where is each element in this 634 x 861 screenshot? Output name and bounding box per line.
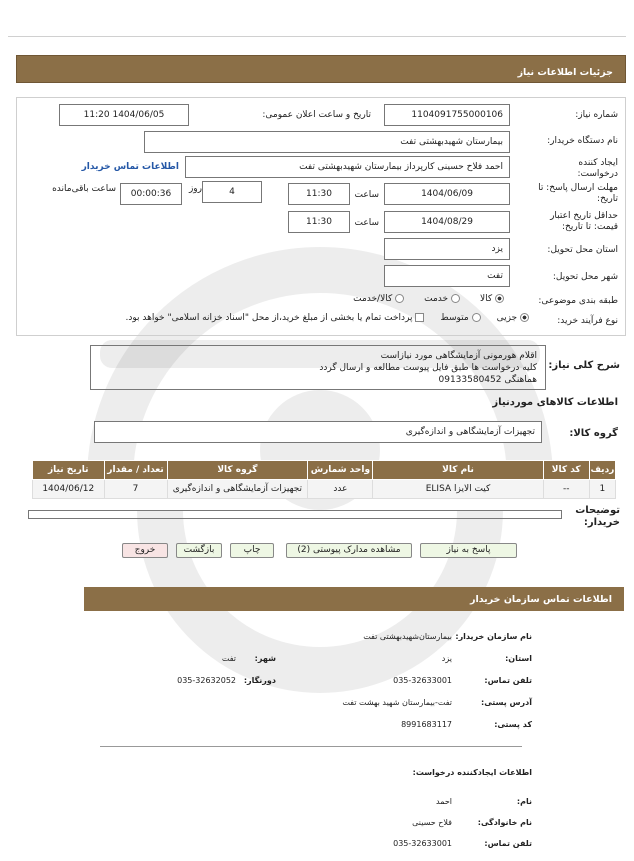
process-option-minor[interactable]: جزیی <box>497 313 529 323</box>
remaining-time-field: 00:00:36 <box>120 183 182 205</box>
radio-icon <box>472 313 481 322</box>
contact-org-label: نام سازمان خریدار: <box>455 632 532 641</box>
column-header: واحد شمارش <box>308 461 373 480</box>
table-row <box>33 480 616 499</box>
buyer-notes-label: توضیحات خریدار: <box>575 505 620 528</box>
exit-button[interactable]: خروج <box>122 543 168 558</box>
contact-address-label: آدرس پستی: <box>481 698 532 707</box>
creator-name-value: احمد <box>436 797 452 806</box>
description-line: کلیه درخواست ها طبق فایل پیوست مطالعه و ارسال گردد <box>319 363 537 373</box>
goods-section-title: اطلاعات کالاهای موردنیاز <box>492 397 618 408</box>
contact-address-value: تفت-بیمارستان شهید بهشت تفت <box>342 698 452 707</box>
contact-province-label: استان: <box>505 654 532 663</box>
page-title: جزئیات اطلاعات نیاز <box>517 67 613 78</box>
cell-code: -- <box>543 480 589 499</box>
column-header: ردیف <box>589 461 615 480</box>
buyer-notes-box <box>28 510 562 519</box>
buyer-org-field: بیمارستان شهیدبهشتی تفت <box>144 131 510 153</box>
radio-selected-icon <box>495 294 504 303</box>
page-header <box>16 55 626 83</box>
process-option-medium[interactable]: متوسط <box>440 313 480 323</box>
radio-selected-icon <box>520 313 529 322</box>
contact-postal-label: کد پستی: <box>494 720 532 729</box>
deadline-time-label: ساعت <box>354 190 379 200</box>
top-divider <box>8 36 626 37</box>
contact-title: اطلاعات تماس سازمان خریدار <box>469 594 612 605</box>
print-button[interactable]: چاپ <box>230 543 274 558</box>
remaining-label: ساعت باقی‌مانده <box>52 184 116 194</box>
contact-header <box>84 587 624 611</box>
day-label: روز <box>188 184 202 194</box>
contact-org-value: بیمارستان‌شهیدبهشتی تفت <box>363 632 452 641</box>
cell-date: 1404/06/12 <box>33 480 105 499</box>
deadline-date-field: 1404/06/09 <box>384 183 510 205</box>
contact-phone-label: تلفن تماس: <box>484 676 532 685</box>
creator-label: ایجاد کننده درخواست: <box>577 158 618 179</box>
contact-fax-value: 035-32632052 <box>177 676 236 685</box>
announce-field: 1404/06/05 11:20 <box>59 104 189 126</box>
buyer-org-label: نام دستگاه خریدار: <box>547 136 618 146</box>
validity-time-label: ساعت <box>354 218 379 228</box>
contact-city-label: شهر: <box>254 654 276 663</box>
cell-row: 1 <box>589 480 615 499</box>
creator-family-value: فلاح حسینی <box>412 818 452 827</box>
days-left-field: 4 <box>202 181 262 203</box>
description-box <box>90 345 546 390</box>
radio-icon <box>451 294 460 303</box>
validity-time-field: 11:30 <box>288 211 350 233</box>
creator-info-title: اطلاعات ایجادکننده درخواست: <box>412 768 532 777</box>
column-header: کد کالا <box>543 461 589 480</box>
column-header: تعداد / مقدار <box>104 461 167 480</box>
description-line: هماهنگی 09133580452 <box>438 375 537 385</box>
column-header: تاریخ نیاز <box>33 461 105 480</box>
category-radio-group <box>353 294 504 304</box>
view-attachments-button[interactable]: مشاهده مدارک پیوستی (2) <box>286 543 412 558</box>
description-label: شرح کلی نیاز: <box>548 360 620 371</box>
creator-family-label: نام خانوادگی: <box>477 818 532 827</box>
city-label: شهر محل تحویل: <box>552 272 618 282</box>
contact-divider <box>100 746 522 747</box>
creator-phone-value: 035-32633001 <box>393 839 452 848</box>
buyer-contact-link[interactable]: اطلاعات تماس خریدار <box>81 162 179 172</box>
goods-group-label: گروه کالا: <box>569 428 618 439</box>
announce-label: تاریخ و ساعت اعلان عمومی: <box>262 110 371 120</box>
creator-phone-label: تلفن تماس: <box>484 839 532 848</box>
contact-fax-label: دورنگار: <box>243 676 276 685</box>
contact-province-value: یزد <box>441 654 452 663</box>
contact-phone-value: 035-32633001 <box>393 676 452 685</box>
goods-table <box>32 460 616 499</box>
category-option-both[interactable]: کالا/خدمت <box>353 294 404 304</box>
cell-unit: عدد <box>308 480 373 499</box>
deadline-time-field: 11:30 <box>288 183 350 205</box>
column-header: گروه کالا <box>167 461 308 480</box>
treasury-payment-checkbox[interactable]: پرداخت تمام یا بخشی از مبلغ خرید،از محل "اسناد خزانه اسلامی" خواهد بود. <box>126 313 425 323</box>
reply-button[interactable]: پاسخ به نیاز <box>420 543 517 558</box>
goods-group-field: تجهیزات آزمایشگاهی و اندازه‌گیری <box>94 421 542 443</box>
contact-postal-value: 8991683117 <box>401 720 452 729</box>
contact-city-value: تفت <box>221 654 236 663</box>
cell-qty: 7 <box>104 480 167 499</box>
category-label: طبقه بندی موضوعی: <box>538 296 618 306</box>
category-option-goods[interactable]: کالا <box>480 294 504 304</box>
need-number-label: شماره نیاز: <box>575 110 618 120</box>
category-option-service[interactable]: خدمت <box>424 294 460 304</box>
creator-field: احمد فلاح حسینی کارپرداز بیمارستان شهیدبهشتی تفت <box>185 156 510 178</box>
validity-label: حداقل تاریخ اعتبار قیمت: تا تاریخ: <box>550 211 618 232</box>
city-field: تفت <box>384 265 510 287</box>
deadline-label: مهلت ارسال پاسخ: تا تاریخ: <box>538 183 618 204</box>
column-header: نام کالا <box>373 461 543 480</box>
table-header-row <box>33 461 616 480</box>
process-label: نوع فرآیند خرید: <box>557 316 618 326</box>
process-radio-group <box>126 313 529 323</box>
province-label: استان محل تحویل: <box>547 245 618 255</box>
validity-date-field: 1404/08/29 <box>384 211 510 233</box>
cell-name: کیت الایزا ELISA <box>373 480 543 499</box>
back-button[interactable]: بازگشت <box>176 543 222 558</box>
checkbox-icon <box>415 313 424 322</box>
radio-icon <box>395 294 404 303</box>
cell-group: تجهیزات آزمایشگاهی و اندازه‌گیری <box>167 480 308 499</box>
description-line: اقلام هورمونی آزمایشگاهی مورد نیازاست <box>380 351 537 361</box>
province-field: یزد <box>384 238 510 260</box>
creator-name-label: نام: <box>516 797 532 806</box>
need-number-field: 1104091755000106 <box>384 104 510 126</box>
